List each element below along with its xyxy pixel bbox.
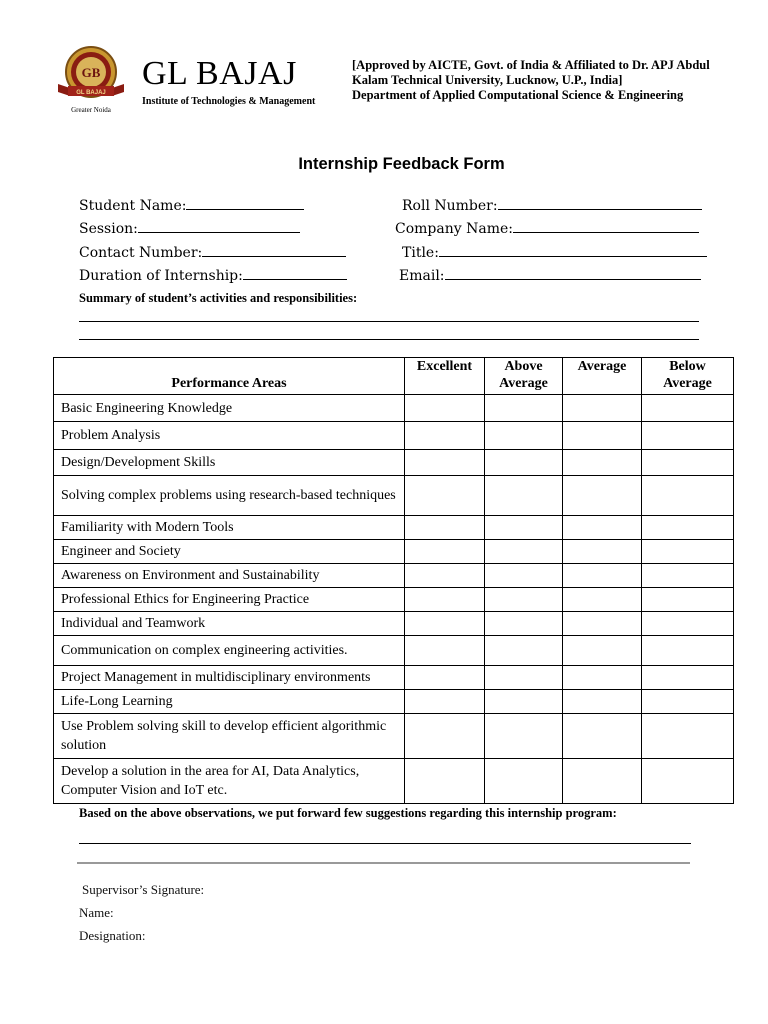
rating-excellent-cell[interactable] bbox=[405, 422, 485, 450]
performance-area-label: Project Management in multidisciplinary environments bbox=[54, 666, 405, 690]
title-field[interactable] bbox=[402, 243, 707, 262]
company-name-label: Company Name: bbox=[395, 221, 513, 237]
rating-excellent-cell[interactable] bbox=[405, 450, 485, 476]
college-logo bbox=[52, 44, 130, 116]
rating-excellent-cell[interactable] bbox=[405, 714, 485, 759]
rating-excellent-cell[interactable] bbox=[405, 540, 485, 564]
rating-excellent-cell[interactable] bbox=[405, 666, 485, 690]
performance-area-label: Familiarity with Modern Tools bbox=[54, 516, 405, 540]
rating-above-average-cell[interactable] bbox=[485, 759, 563, 804]
performance-area-label: Communication on complex engineering activities. bbox=[54, 636, 405, 666]
table-row bbox=[54, 759, 734, 804]
contact-number-line[interactable] bbox=[202, 243, 346, 257]
rating-average-cell[interactable] bbox=[563, 516, 642, 540]
approval-line-2: Kalam Technical University, Lucknow, U.P., India] bbox=[352, 73, 623, 87]
rating-average-cell[interactable] bbox=[563, 476, 642, 516]
performance-area-label: Design/Development Skills bbox=[54, 450, 405, 476]
logo-banner-text: GL BAJAJ bbox=[76, 90, 106, 96]
rating-average-cell[interactable] bbox=[563, 395, 642, 422]
email-label: Email: bbox=[399, 268, 445, 284]
rating-below-average-cell[interactable] bbox=[642, 395, 734, 422]
performance-area-label: Problem Analysis bbox=[54, 422, 405, 450]
svg-text:GB: GB bbox=[81, 65, 101, 80]
rating-average-cell[interactable] bbox=[563, 690, 642, 714]
department-name: Department of Applied Computational Science & Engineering bbox=[352, 88, 684, 102]
rating-average-cell[interactable] bbox=[563, 759, 642, 804]
table-row bbox=[54, 714, 734, 759]
suggestions-line-1[interactable] bbox=[79, 843, 691, 844]
performance-area-label: Basic Engineering Knowledge bbox=[54, 395, 405, 422]
rating-above-average-cell[interactable] bbox=[485, 588, 563, 612]
rating-below-average-cell[interactable] bbox=[642, 450, 734, 476]
rating-excellent-cell[interactable] bbox=[405, 636, 485, 666]
rating-above-average-cell[interactable] bbox=[485, 540, 563, 564]
title-line[interactable] bbox=[439, 243, 707, 257]
summary-label: Summary of student’s activities and responsibilities: bbox=[79, 291, 358, 305]
logo-place-text: Greater Noida bbox=[71, 106, 111, 114]
header-below-line-2: Average bbox=[663, 376, 712, 391]
title-label: Title: bbox=[402, 245, 439, 261]
supervisor-designation-label: Designation: bbox=[79, 928, 146, 943]
rating-below-average-cell[interactable] bbox=[642, 516, 734, 540]
suggestions-label: Based on the above observations, we put forward few suggestions regarding this internship program: bbox=[79, 806, 617, 820]
session-line[interactable] bbox=[138, 219, 300, 233]
roll-number-field[interactable] bbox=[402, 196, 702, 215]
rating-above-average-cell[interactable] bbox=[485, 395, 563, 422]
rating-average-cell[interactable] bbox=[563, 564, 642, 588]
rating-average-cell[interactable] bbox=[563, 450, 642, 476]
duration-line[interactable] bbox=[243, 266, 347, 280]
performance-area-label: Develop a solution in the area for AI, Data Analytics, Computer Vision and IoT etc. bbox=[54, 759, 405, 804]
rating-above-average-cell[interactable] bbox=[485, 690, 563, 714]
table-row bbox=[54, 612, 734, 636]
header-below-average bbox=[642, 358, 734, 395]
header-above-line-1: Above bbox=[504, 359, 543, 374]
header-below-line-1: Below bbox=[669, 359, 706, 374]
rating-above-average-cell[interactable] bbox=[485, 612, 563, 636]
rating-below-average-cell[interactable] bbox=[642, 690, 734, 714]
table-row bbox=[54, 564, 734, 588]
duration-label: Duration of Internship: bbox=[79, 268, 243, 284]
rating-above-average-cell[interactable] bbox=[485, 666, 563, 690]
approval-block bbox=[352, 58, 742, 103]
table-row bbox=[54, 540, 734, 564]
rating-above-average-cell[interactable] bbox=[485, 422, 563, 450]
rating-below-average-cell[interactable] bbox=[642, 564, 734, 588]
roll-number-line[interactable] bbox=[498, 196, 702, 210]
table-row bbox=[54, 636, 734, 666]
table-row bbox=[54, 450, 734, 476]
rating-below-average-cell[interactable] bbox=[642, 612, 734, 636]
rating-below-average-cell[interactable] bbox=[642, 476, 734, 516]
student-name-label: Student Name: bbox=[79, 198, 187, 214]
rating-above-average-cell[interactable] bbox=[485, 636, 563, 666]
header-performance-areas: Performance Areas bbox=[54, 358, 405, 395]
rating-excellent-cell[interactable] bbox=[405, 759, 485, 804]
table-row bbox=[54, 476, 734, 516]
rating-excellent-cell[interactable] bbox=[405, 690, 485, 714]
table-row bbox=[54, 422, 734, 450]
contact-number-label: Contact Number: bbox=[79, 245, 203, 261]
supervisor-signature-label: Supervisor’s Signature: bbox=[82, 882, 205, 897]
table-row bbox=[54, 666, 734, 690]
email-line[interactable] bbox=[445, 266, 701, 280]
rating-average-cell[interactable] bbox=[563, 612, 642, 636]
rating-below-average-cell[interactable] bbox=[642, 714, 734, 759]
rating-excellent-cell[interactable] bbox=[405, 476, 485, 516]
form-title: Internship Feedback Form bbox=[298, 155, 505, 173]
rating-below-average-cell[interactable] bbox=[642, 759, 734, 804]
approval-line-1: [Approved by AICTE, Govt. of India & Affiliated to Dr. APJ Abdul bbox=[352, 58, 710, 72]
rating-above-average-cell[interactable] bbox=[485, 476, 563, 516]
rating-excellent-cell[interactable] bbox=[405, 516, 485, 540]
summary-line-2[interactable] bbox=[79, 339, 699, 340]
rating-above-average-cell[interactable] bbox=[485, 450, 563, 476]
rating-above-average-cell[interactable] bbox=[485, 516, 563, 540]
rating-average-cell[interactable] bbox=[563, 588, 642, 612]
rating-above-average-cell[interactable] bbox=[485, 564, 563, 588]
performance-table bbox=[53, 357, 734, 804]
student-name-line[interactable] bbox=[186, 196, 304, 210]
table-row bbox=[54, 395, 734, 422]
student-name-field[interactable] bbox=[79, 196, 304, 215]
institute-name: GL BAJAJ bbox=[142, 55, 297, 92]
rating-below-average-cell[interactable] bbox=[642, 540, 734, 564]
rating-below-average-cell[interactable] bbox=[642, 666, 734, 690]
header-above-average bbox=[485, 358, 563, 395]
rating-excellent-cell[interactable] bbox=[405, 395, 485, 422]
company-name-field[interactable] bbox=[395, 219, 699, 238]
header-above-line-2: Average bbox=[499, 376, 548, 391]
duration-field[interactable] bbox=[79, 266, 347, 285]
header-average: Average bbox=[563, 358, 642, 395]
rating-below-average-cell[interactable] bbox=[642, 422, 734, 450]
rating-excellent-cell[interactable] bbox=[405, 612, 485, 636]
rating-excellent-cell[interactable] bbox=[405, 588, 485, 612]
rating-average-cell[interactable] bbox=[563, 636, 642, 666]
rating-excellent-cell[interactable] bbox=[405, 564, 485, 588]
contact-number-field[interactable] bbox=[79, 243, 346, 262]
session-label: Session: bbox=[79, 221, 138, 237]
performance-area-label: Use Problem solving skill to develop efficient algorithmic solution bbox=[54, 714, 405, 759]
supervisor-name-label: Name: bbox=[79, 905, 114, 920]
rating-above-average-cell[interactable] bbox=[485, 714, 563, 759]
performance-area-label: Life-Long Learning bbox=[54, 690, 405, 714]
performance-area-label: Awareness on Environment and Sustainability bbox=[54, 564, 405, 588]
session-field[interactable] bbox=[79, 219, 300, 238]
email-field[interactable] bbox=[399, 266, 701, 285]
table-row bbox=[54, 690, 734, 714]
performance-area-label: Engineer and Society bbox=[54, 540, 405, 564]
institute-subtitle: Institute of Technologies & Management bbox=[142, 96, 316, 107]
performance-area-label: Solving complex problems using research-based techniques bbox=[54, 476, 405, 516]
rating-average-cell[interactable] bbox=[563, 714, 642, 759]
table-header-row bbox=[54, 358, 734, 395]
rating-average-cell[interactable] bbox=[563, 540, 642, 564]
rating-average-cell[interactable] bbox=[563, 666, 642, 690]
header-excellent: Excellent bbox=[405, 358, 485, 395]
rating-average-cell[interactable] bbox=[563, 422, 642, 450]
performance-area-label: Individual and Teamwork bbox=[54, 612, 405, 636]
suggestions-line-2[interactable] bbox=[77, 862, 690, 864]
rating-below-average-cell[interactable] bbox=[642, 636, 734, 666]
table-row bbox=[54, 516, 734, 540]
performance-area-label: Professional Ethics for Engineering Practice bbox=[54, 588, 405, 612]
table-row bbox=[54, 588, 734, 612]
company-name-line[interactable] bbox=[513, 219, 699, 233]
roll-number-label: Roll Number: bbox=[402, 198, 498, 214]
summary-line-1[interactable] bbox=[79, 321, 699, 322]
rating-below-average-cell[interactable] bbox=[642, 588, 734, 612]
